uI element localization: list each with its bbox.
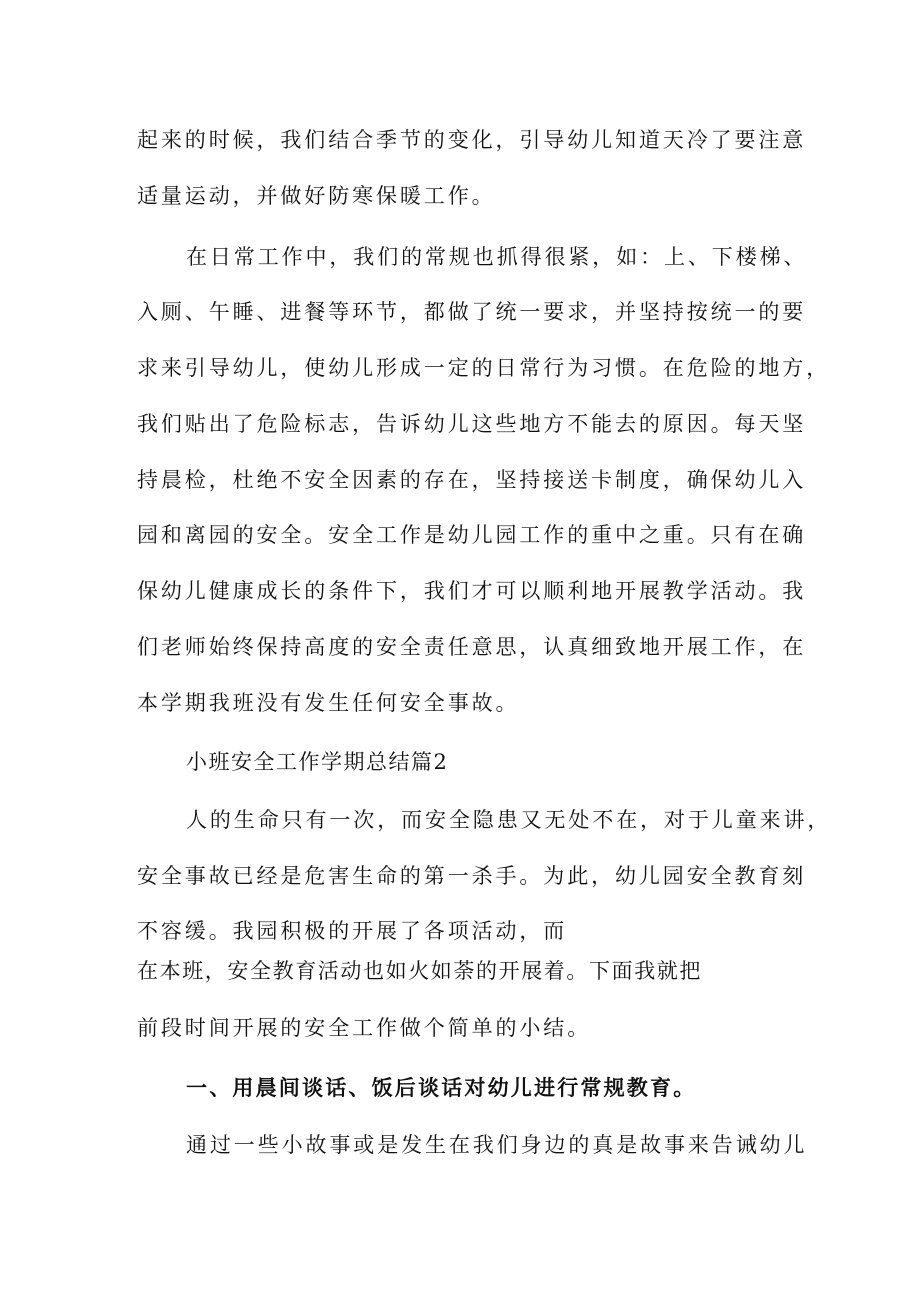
paragraph-line: 通过一些小故事或是发生在我们身边的真是故事来告诫幼儿 [186, 1133, 808, 1157]
paragraph-line: 在本班，安全教育活动也如火如荼的开展着。下面我就把 [137, 959, 702, 983]
paragraph-line: 入厕、午睡、进餐等环节，都做了统一要求，并坚持按统一的要 [137, 300, 807, 324]
paragraph-line: 们老师始终保持高度的安全责任意思，认真细致地开展工作，在 [137, 635, 807, 659]
paragraph-line: 安全事故已经是危害生命的第一杀手。为此，幼儿园安全教育刻 [137, 864, 807, 888]
paragraph-line: 本学期我班没有发生任何安全事故。 [137, 691, 520, 715]
section-title: 小班安全工作学期总结篇2 [186, 750, 449, 774]
paragraph-line: 在日常工作中，我们的常规也抓得很紧，如：上、下楼梯、 [186, 245, 808, 269]
paragraph-line: 前段时间开展的安全工作做个简单的小结。 [137, 1016, 592, 1040]
paragraph-line: 保幼儿健康成长的条件下，我们才可以顺利地开展教学活动。我 [137, 579, 807, 603]
paragraph-line: 园和离园的安全。安全工作是幼儿园工作的重中之重。只有在确 [137, 523, 807, 547]
paragraph-line: 起来的时候，我们结合季节的变化，引导幼儿知道天冷了要注意 [137, 128, 807, 152]
paragraph-line: 求来引导幼儿，使幼儿形成一定的日常行为习惯。在危险的地方， [137, 356, 831, 380]
paragraph-line: 持晨检，杜绝不安全因素的存在，坚持接送卡制度，确保幼儿入 [137, 468, 807, 492]
subsection-heading: 一、用晨间谈话、饭后谈话对幼儿进行常规教育。 [186, 1075, 697, 1100]
paragraph-line: 不容缓。我园积极的开展了各项活动，而 [137, 919, 568, 943]
paragraph-line: 人的生命只有一次，而安全隐患又无处不在，对于儿童来讲， [186, 808, 832, 832]
paragraph-line: 我们贴出了危险标志，告诉幼儿这些地方不能去的原因。每天坚 [137, 412, 807, 436]
paragraph-line: 适量运动，并做好防寒保暖工作。 [137, 184, 496, 208]
